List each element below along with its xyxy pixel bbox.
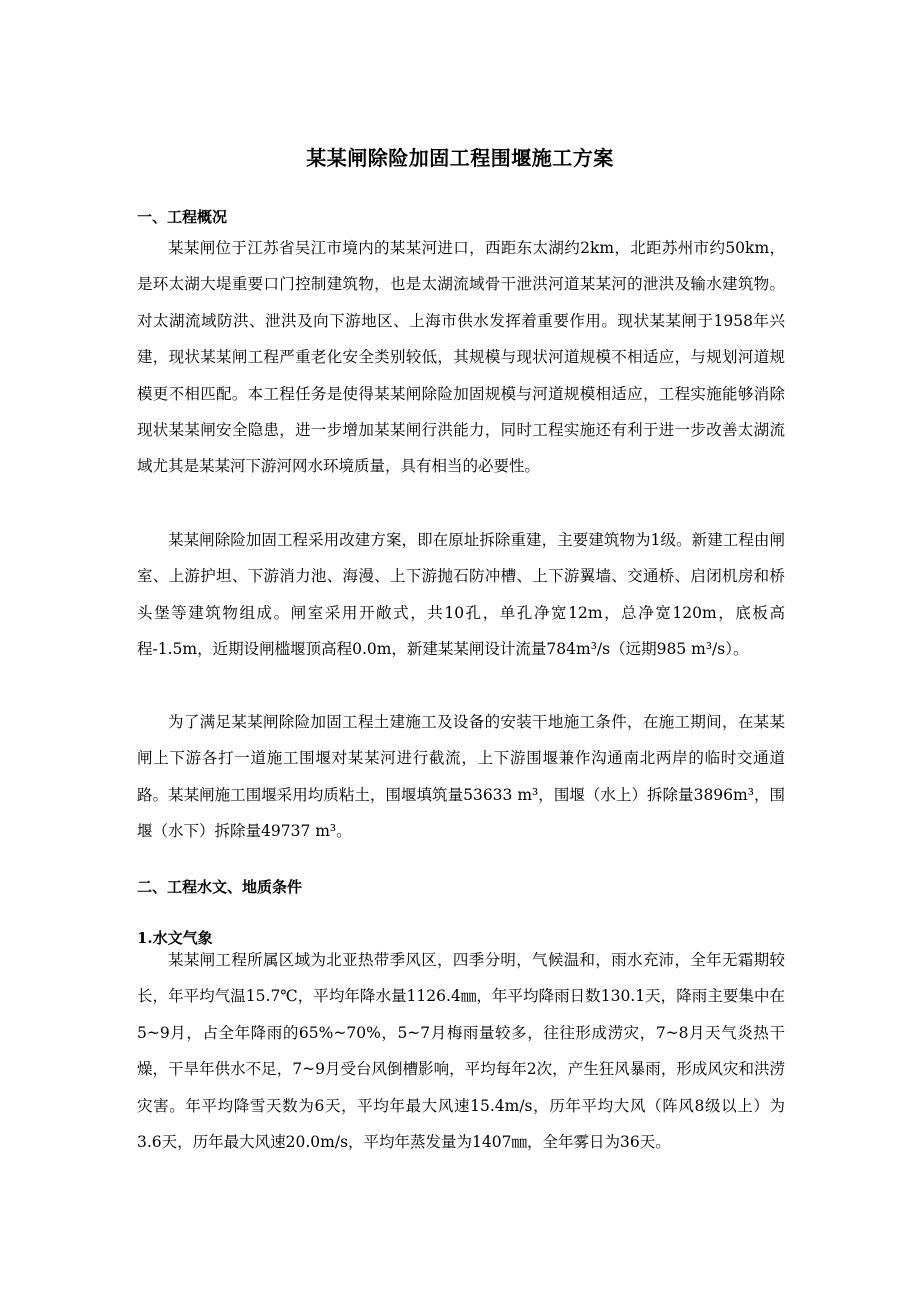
section-heading-hydrology-geology: 二、工程水文、地质条件 xyxy=(137,878,303,896)
overview-paragraph-1: 某某闸位于江苏省吴江市境内的某某河进口，西距东太湖约2km，北距苏州市约50km，是环太湖大堤重要口门控制建筑物，也是太湖流域骨干泄洪河道某某河的泄洪及输水建筑物。对太湖流域防洪、泄洪及向下游地区、上海市供水发挥着重要作用。现状某某闸于1958年兴建，现状某某闸工程严重老化安全类别较低，其规模与现状河道规模不相适应，与规划河道规模更不相匹配。本工程任务是使得某某闸除险加固规模与河道规模相适应，工程实施能够消除现状某某闸安全隐患，进一步增加某某闸行洪能力，同时工程实施还有利于进一步改善太湖流域尤其是某某河下游河网水环境质量，具有相当的必要性。 xyxy=(137,239,785,476)
overview-paragraph-2: 某某闸除险加固工程采用改建方案，即在原址拆除重建，主要建筑物为1级。新建工程由闸室、上游护坦、下游消力池、海漫、上下游抛石防冲槽、上下游翼墙、交通桥、启闭机房和桥头堡等建筑物组成。闸室采用开敞式，共10孔，单孔净宽12m，总净宽120m，底板高程-1.5m，近期设闸槛堰顶高程0.0m，新建某某闸设计流量784m³/s（远期985 m³/s）。 xyxy=(137,531,785,659)
document-title: 某某闸除险加固工程围堰施工方案 xyxy=(306,146,614,170)
subsection-heading-hydrology: 1.水文气象 xyxy=(137,929,213,947)
hydrology-paragraph: 某某闸工程所属区域为北亚热带季风区，四季分明，气候温和，雨水充沛，全年无霜期较长，年平均气温15.7℃，平均年降水量1126.4㎜，年平均降雨日数130.1天，降雨主要集中在5~9月，占全年降雨的65%~70%，5~7月梅雨量较多，往往形成涝灾，7~8月天气炎热干燥，干旱年供水不足，7~9月受台风倒槽影响，平均每年2次，产生狂风暴雨，形成风灾和洪涝灾害。年平均降雪天数为6天，平均年最大风速15.4m/s，历年平均大风（阵风8级以上）为3.6天，历年最大风速20.0m/s，平均年蒸发量为1407㎜，全年雾日为36天。 xyxy=(137,951,785,1152)
overview-paragraph-3: 为了满足某某闸除险加固工程土建施工及设备的安装干地施工条件，在施工期间，在某某闸上下游各打一道施工围堰对某某河进行截流，上下游围堰兼作沟通南北两岸的临时交通道路。某某闸施工围堰采用均质粘土，围堰填筑量53633 m³，围堰（水上）拆除量3896m³，围堰（水下）拆除量49737 m³。 xyxy=(137,713,785,841)
section-heading-overview: 一、工程概况 xyxy=(137,208,228,226)
